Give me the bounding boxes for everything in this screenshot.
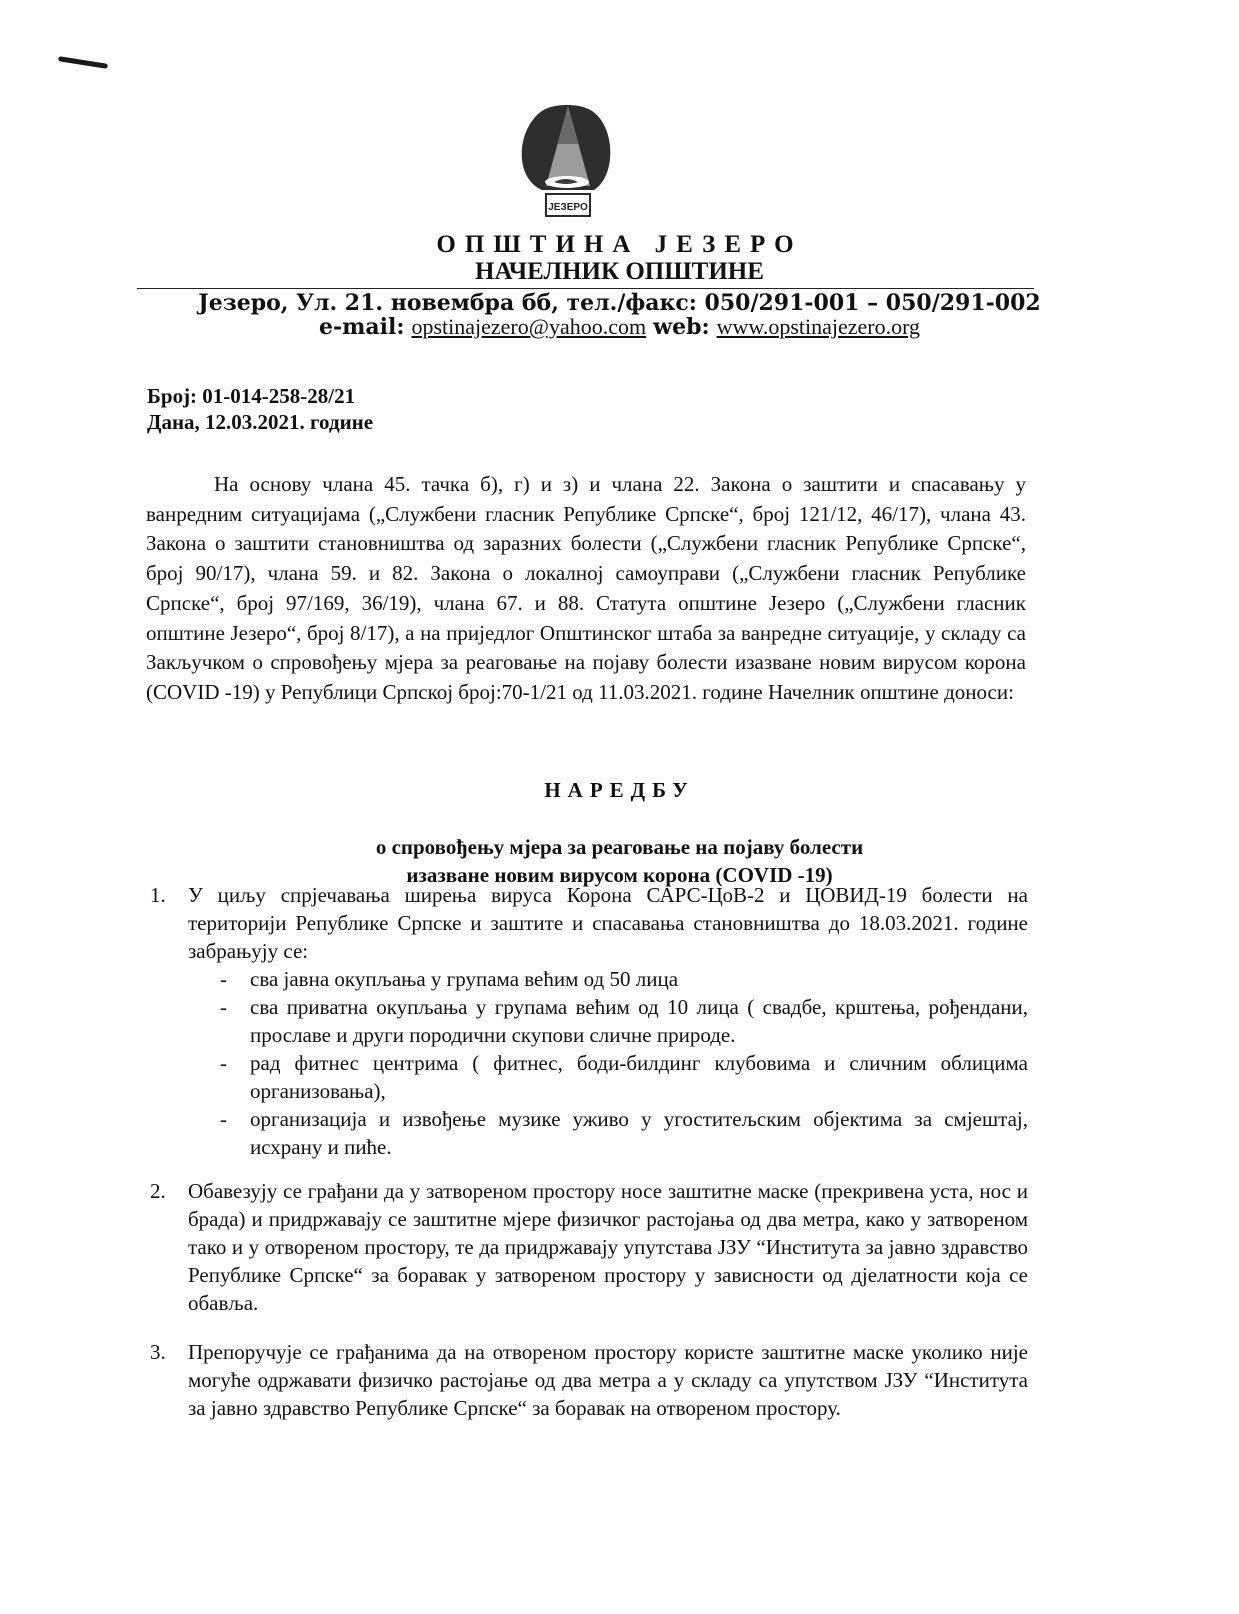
municipality-name: ОПШТИНА ЈЕЗЕРО [436,231,803,258]
subtitle-line-2: изазване новим вирусом корона (COVID -19) [406,863,833,887]
web-label: web: [653,314,710,340]
intro-paragraph: На основу члана 45. тачка б), г) и з) и члана 22. Закона о заштити и спасавању у ванредним ситуацијама („Службени гласник Републике Српске“, број 121/12, 46/17), члана 43. Закона о заштити становништва од заразних болести („Службени гласник Републике Српске“, број 90/17), члана 59. и 82. Закона о локалној самоуправи („Службени гласник Републике Српске“, број 97/169, 36/19), члана 67. и 88. Статута општине Језеро („Службени гласник општине Језеро“, број 8/17), а на приједлог Општинског штаба за ванредне ситуације, у складу са Закључком о спровођењу мјера за реаговање на појаву болести изазване новим вирусом корона (COVID -19) у Републици Српској број:70-1/21 од 11.03.2021. године Начелник општине доноси: [146,472,1026,704]
sub-item: - сва приватна окупљања у групама већим од 10 лица ( свадбе, крштења, рођендани, прославе и други породични скупови сличне природе. [220,995,1028,1047]
order-item-3 [150,1338,1028,1422]
contact-line [0,314,1239,340]
header-divider [137,288,1034,289]
email-label: e-mail: [318,314,405,340]
sub-item: - организација и извођење музике уживо у угоститељским објектима за смјештај, исхрану и пиће. [220,1107,1028,1159]
municipality-logo [518,98,616,228]
item-number: 3. [150,1340,166,1364]
subtitle-line-1: о спровођењу мјера за реаговање на појаву болести [375,835,864,859]
item-number: 1. [150,883,166,907]
order-title: НАРЕДБУ [544,778,695,802]
sub-item: - сва јавна окупљања у групама већим од 50 лица [220,967,679,991]
document-date: Дана, 12.03.2021. године [147,410,374,434]
item-text: Препоручује се грађанима да на отвореном простору користе заштитне маске уколико није могуће одржавати физичко растојање од два метра а у складу са упутством ЈЗУ “Института за јавно здравство Републике Српске“ за боравак на отвореном простору. [188,1340,1028,1420]
item-text: Обавезују се грађани да у затвореном простору носе заштитне маске (прекривена уста, нос и брада) и придржавају се заштитне мјере физичког растојања од два метра, како у затвореном тако и у отвореном простору, те да придржавају упутстава ЈЗУ “Института за јавно здравство Републике Српске“ за боравак у затвореном простору у зависности од дјелатности која се обавља. [188,1179,1028,1315]
document-number: Број: 01-014-258-28/21 [147,384,356,408]
logo-text: ЈЕЗЕРО [548,202,588,213]
order-item-2 [150,1177,1028,1317]
sub-item: - рад фитнес центрима ( фитнес, боди-билдинг клубовима и сличним облицима организовања), [220,1051,1028,1103]
item-number: 2. [150,1179,166,1203]
office-name: НАЧЕЛНИК ОПШТИНЕ [475,258,764,285]
order-item-1 [150,881,1028,1161]
pen-mark [58,56,108,69]
item-text: У циљу спрјечавања ширења вируса Корона САРС-ЦоВ-2 и ЦОВИД-19 болести на територији Републике Српске и заштите и спасавања становништва до 18.03.2021. године забрањују се: [188,883,1028,963]
web-link[interactable]: www.opstinajezero.org [716,314,921,339]
address-line: Језеро, Ул. 21. новембра бб, тел./факс: 050/291-001 – 050/291-002 [198,290,1041,316]
email-link[interactable]: opstinajezero@yahoo.com [411,314,647,339]
